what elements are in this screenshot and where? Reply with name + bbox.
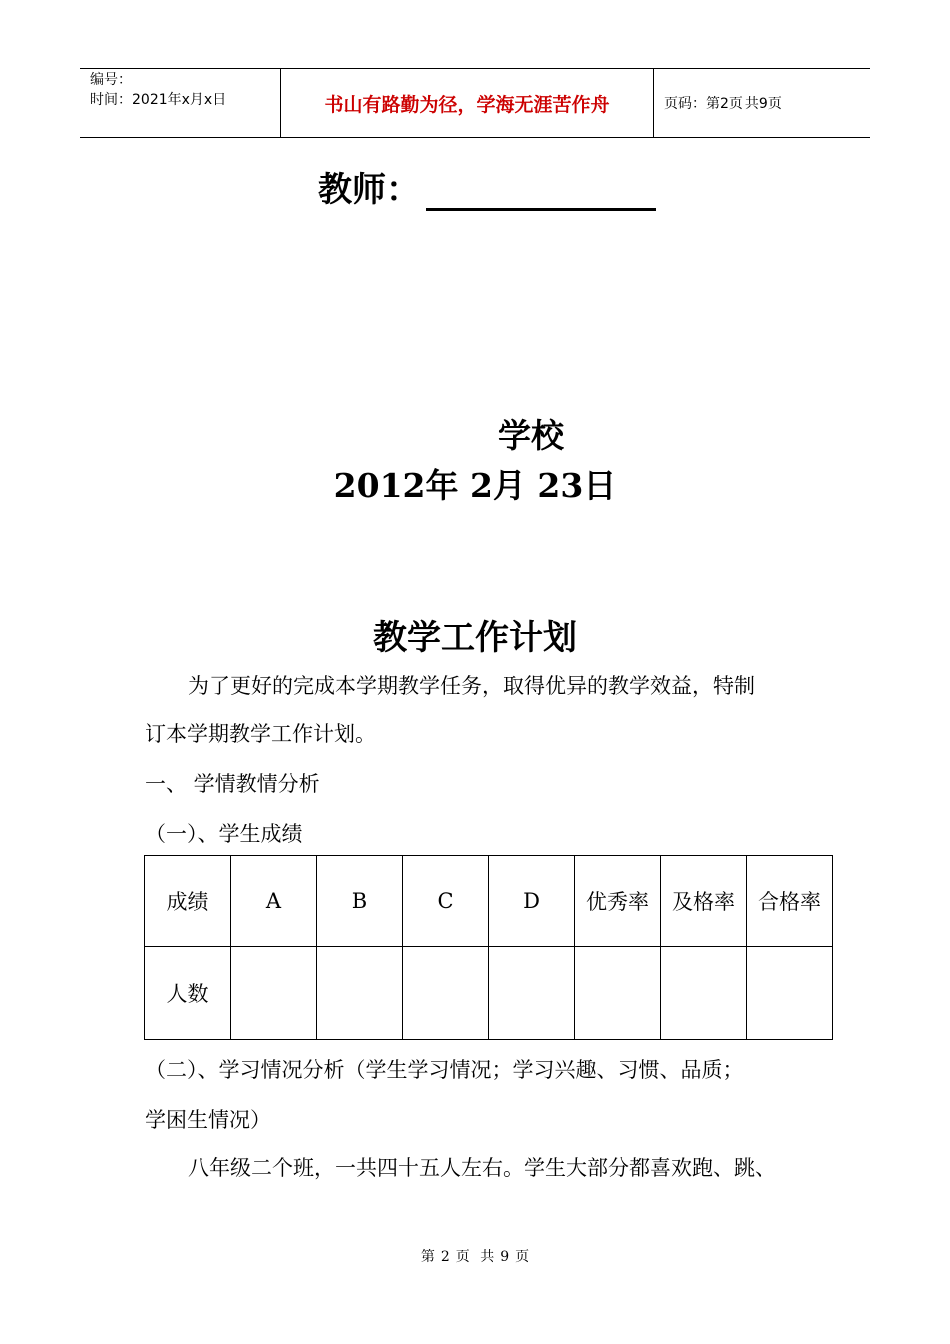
table-header-cell: 成绩 bbox=[145, 856, 231, 947]
intro-line-2: 订本学期教学工作计划。 bbox=[145, 722, 376, 746]
cover-date: 2012年 2月 23日 bbox=[333, 466, 617, 505]
subsection-heading-2-line-1: （二）、学习情况分析（学生学习情况；学习兴趣、习惯、品质； bbox=[145, 1058, 744, 1082]
table-cell bbox=[575, 947, 661, 1040]
table-cell bbox=[489, 947, 575, 1040]
teacher-blank-line bbox=[426, 172, 656, 211]
time-label: 时间：2021年x月x日 bbox=[90, 92, 227, 108]
teacher-field bbox=[318, 162, 656, 211]
footer-page-number: 2 bbox=[440, 1249, 450, 1265]
subsection-heading-1: （一）、学生成绩 bbox=[145, 822, 303, 846]
table-header-cell: B bbox=[317, 856, 403, 947]
table-cell bbox=[403, 947, 489, 1040]
footer-total-prefix: 共 bbox=[480, 1249, 495, 1265]
intro-line-1: 为了更好的完成本学期教学任务，取得优异的教学效益，特制 bbox=[188, 674, 755, 698]
body-paragraph-line-1: 八年级二个班，一共四十五人左右。学生大部分都喜欢跑、跳、 bbox=[188, 1156, 776, 1180]
table-cell bbox=[747, 947, 833, 1040]
table-header-cell: 合格率 bbox=[747, 856, 833, 947]
table-header-cell: C bbox=[403, 856, 489, 947]
table-header-cell: 优秀率 bbox=[575, 856, 661, 947]
teacher-label: 教师： bbox=[318, 170, 420, 210]
header-total-label: 共9页 bbox=[744, 96, 782, 112]
header-page-label: 页码：第2页 bbox=[664, 96, 743, 112]
table-row bbox=[145, 947, 833, 1040]
footer-total-word: 页 bbox=[515, 1249, 530, 1265]
number-label: 编号： bbox=[90, 72, 132, 88]
page-footer bbox=[0, 1246, 950, 1266]
table-header-row bbox=[145, 856, 833, 947]
header-motto: 书山有路勤为径，学海无涯苦作舟 bbox=[281, 69, 654, 137]
footer-page-word: 页 bbox=[455, 1249, 470, 1265]
table-header-cell: 及格率 bbox=[661, 856, 747, 947]
subsection-heading-2-line-2: 学困生情况） bbox=[145, 1108, 271, 1132]
table-row-label: 人数 bbox=[145, 947, 231, 1040]
header-info-cell bbox=[80, 69, 281, 137]
section-heading-1: 一、 学情教情分析 bbox=[145, 772, 320, 796]
table-header-cell: D bbox=[489, 856, 575, 947]
table-cell bbox=[661, 947, 747, 1040]
grades-table bbox=[144, 855, 833, 1040]
school-label: 学校 bbox=[498, 416, 564, 455]
document-title: 教学工作计划 bbox=[373, 618, 577, 658]
header-page-cell bbox=[654, 69, 870, 137]
table-cell bbox=[317, 947, 403, 1040]
footer-total-number: 9 bbox=[500, 1249, 510, 1265]
table-header-cell: A bbox=[231, 856, 317, 947]
footer-prefix: 第 bbox=[420, 1249, 435, 1265]
page-header bbox=[80, 68, 870, 138]
table-cell bbox=[231, 947, 317, 1040]
